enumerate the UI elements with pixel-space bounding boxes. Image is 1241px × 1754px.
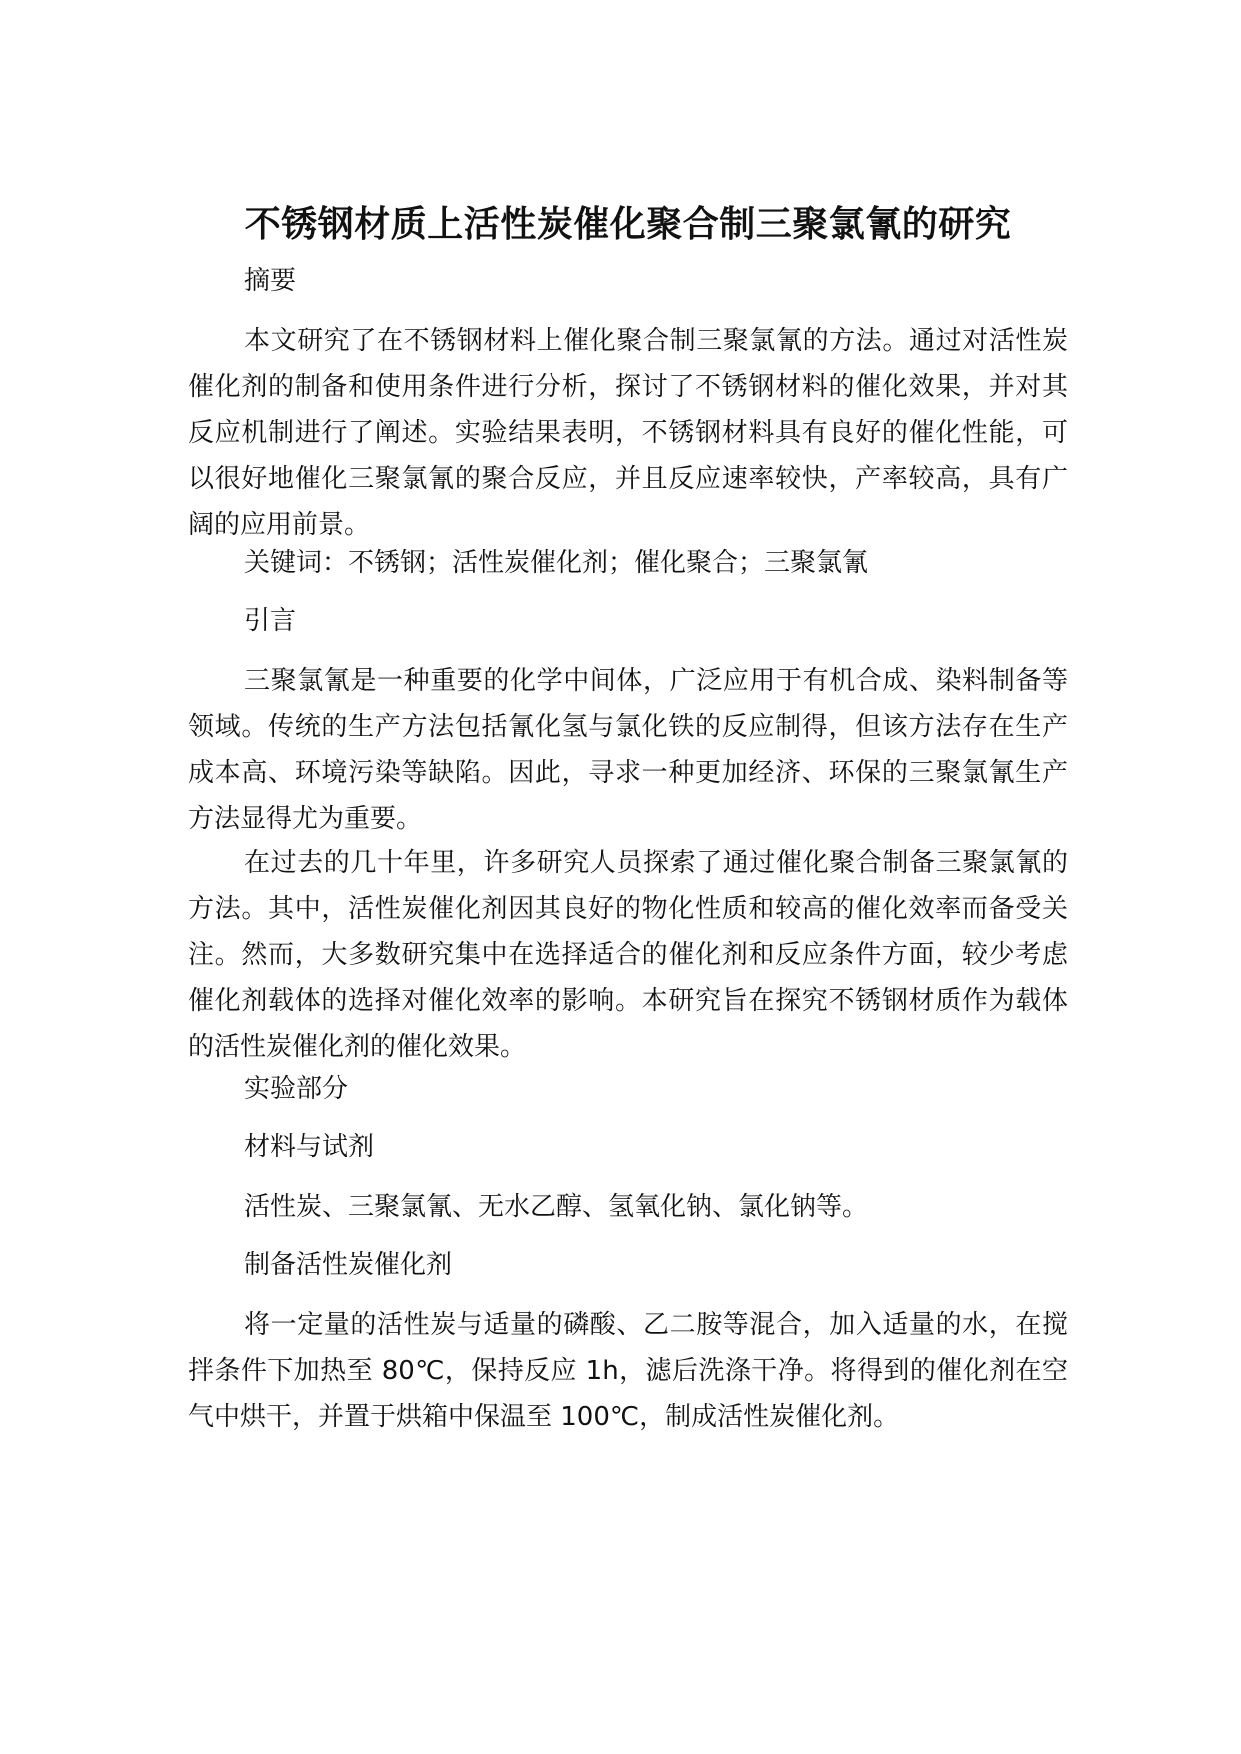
abstract-heading: 摘要 [244, 266, 297, 296]
intro-paragraph-2: 在过去的几十年里，许多研究人员探索了通过催化聚合制备三聚氯氰的方法。其中，活性炭催化剂因其良好的物化性质和较高的催化效率而备受关注。然而，大多数研究集中在选择适合的催化剂和反应条件方面，较少考虑催化剂载体的选择对催化效率的影响。本研究旨在探究不锈钢材质作为载体的活性炭催化剂的催化效果。 [188, 848, 1068, 1062]
prep-heading: 制备活性炭催化剂 [244, 1250, 453, 1280]
intro-heading: 引言 [244, 606, 297, 636]
prep-paragraph: 将一定量的活性炭与适量的磷酸、乙二胺等混合，加入适量的水，在搅拌条件下加热至 80℃，保持反应 1h，滤后洗涤干净。将得到的催化剂在空气中烘干，并置于烘箱中保温至 100℃，制成活性炭催化剂。 [188, 1310, 1068, 1432]
intro-paragraph-1: 三聚氯氰是一种重要的化学中间体，广泛应用于有机合成、染料制备等领域。传统的生产方法包括氰化氢与氯化铁的反应制得，但该方法存在生产成本高、环境污染等缺陷。因此，寻求一种更加经济、环保的三聚氯氰生产方法显得尤为重要。 [188, 666, 1068, 834]
materials-heading: 材料与试剂 [244, 1132, 375, 1162]
abstract-paragraph: 本文研究了在不锈钢材料上催化聚合制三聚氯氰的方法。通过对活性炭催化剂的制备和使用条件进行分析，探讨了不锈钢材料的催化效果，并对其反应机制进行了阐述。实验结果表明，不锈钢材料具有良好的催化性能，可以很好地催化三聚氯氰的聚合反应，并且反应速率较快，产率较高，具有广阔的应用前景。 [188, 326, 1068, 540]
keywords-line: 关键词：不锈钢；活性炭催化剂；催化聚合；三聚氯氰 [244, 548, 869, 578]
document-title: 不锈钢材质上活性炭催化聚合制三聚氯氰的研究 [244, 204, 1012, 246]
materials-paragraph: 活性炭、三聚氯氰、无水乙醇、氢氧化钠、氯化钠等。 [244, 1192, 869, 1222]
experiment-heading: 实验部分 [244, 1074, 349, 1104]
